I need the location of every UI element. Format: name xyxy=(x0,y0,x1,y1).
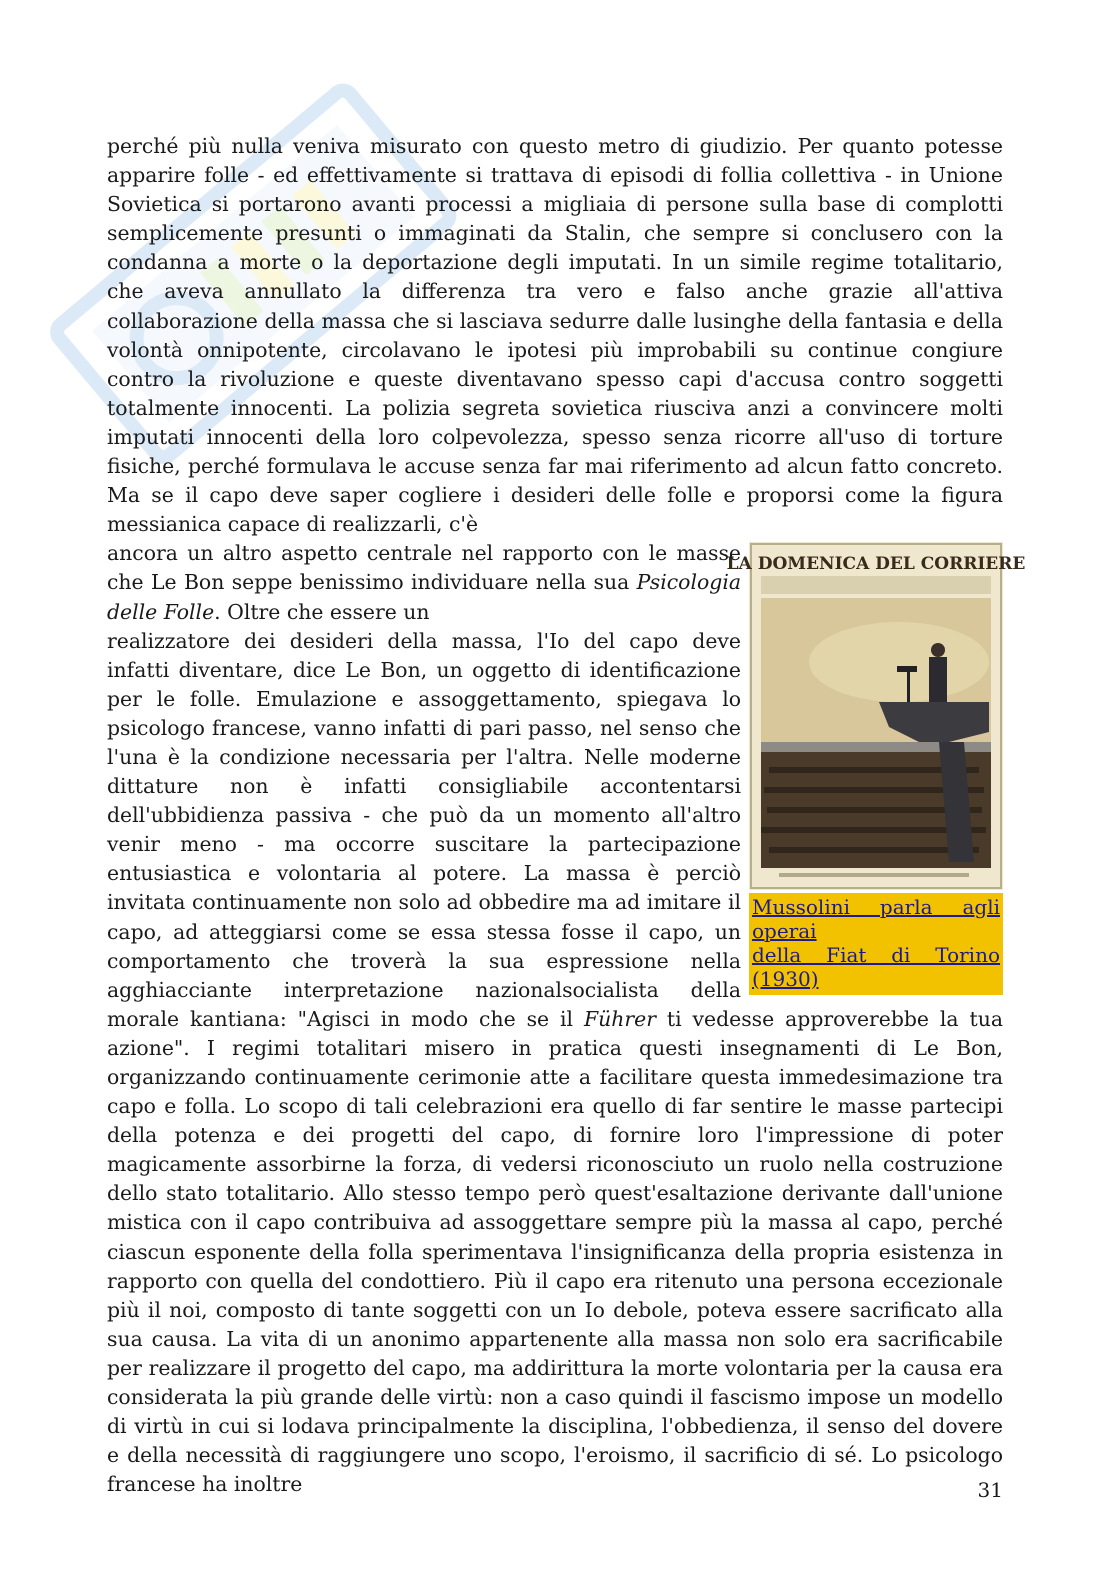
paragraph: perché più nulla veniva misurato con questo metro di giudizio. Per quanto potesse apparire folle - ed effettivamente si trattava di episodi di follia collettiva - in Unione Sovietica si portarono avanti processi a migliaia di persone sulla base di complotti semplicemente presunti o immaginati da Stalin, che sempre si conclusero con la condanna a morte o la deportazione degli imputati. In un simile regime totalitario, che aveva annullato la differenza tra vero e falso anche grazie all'attiva collaborazione della massa che si lasciava sedurre dalle lusinghe della fantasia e della volontà onnipotente, circolavano le ipotesi più improbabili su continue congiure contro la rivoluzione e queste diventavano spesso capi d'accusa contro soggetti totalmente innocenti. La polizia segreta sovietica riusciva anzi a convincere molti imputati innocenti della loro colpevolezza, spesso senza ricorre all'uso di torture fisiche, perché formulava le accuse senza far mai riferimento ad alcun fatto concreto. Ma se il capo deve saper cogliere i desideri delle folle e proporsi come la figura messianica capace di realizzarli, c'è xyxy=(107,134,1003,537)
page-number: 31 xyxy=(977,1478,1003,1502)
figure-caption xyxy=(749,893,1003,995)
newspaper-cover-image xyxy=(726,542,1026,890)
caption-link[interactable]: della Fiat di Torino xyxy=(752,943,1000,968)
figure xyxy=(726,542,1026,995)
body-text xyxy=(107,132,1026,1499)
caption-link[interactable]: operai xyxy=(752,919,817,944)
masthead-text: LA DOMENICA DEL CORRIERE xyxy=(726,554,1026,575)
caption-link[interactable]: Mussolini parla agli xyxy=(752,895,1000,920)
book-title: Psicologia delle Folle xyxy=(107,570,741,624)
paragraph: ancora un altro aspetto centrale nel rapporto con le masse che Le Bon seppe benissimo individuare nella sua Psicologia delle Folle. Oltre che essere un xyxy=(107,541,741,624)
caption-link[interactable]: (1930) xyxy=(752,967,819,992)
paragraph: realizzatore dei desideri della massa, l'Io del capo deve infatti diventare, dice Le Bon, un oggetto di identificazione per le folle. Emulazione e assoggettamento, spiegava lo psicologo francese, vanno infatti di pari passo, nel senso che l'una è la condizione necessaria per l'altra. Nelle moderne dittature non è infatti consigliabile accontentarsi dell'ubbidienza passiva - che può da un momento all'altro venir meno - ma occorre suscitare la partecipazione entusiastica e volontaria al potere. La massa è perciò invitata continuamente non solo ad obbedire ma ad imitare il capo, ad atteggiarsi come se essa stessa fosse il capo, un comportamento che troverà la sua espressione nella agghiacciante interpretazione nazionalsocialista della morale kantiana: "Agisci in modo che se il Führer ti vedesse approverebbe la tua azione". I regimi totalitari misero in pratica questi insegnamenti di Le Bon, organizzando continuamente cerimonie atte a facilitare questa immedesimazione tra capo e folla. Lo scopo di tali celebrazioni era quello di far sentire le masse partecipi della potenza e dei progetti del capo, di fornire loro l'impressione di poter magicamente assorbirne la forza, di vedersi riconosciuto un ruolo nella costruzione dello stato totalitario. Allo stesso tempo però quest'esaltazione derivante dall'unione mistica con il capo contribuiva ad assoggettare sempre più la massa al capo, perché ciascun esponente della folla sperimentava l'insignificanza della propria esistenza in rapporto con quella del condottiero. Più il capo era ritenuto una persona eccezionale più il noi, composto di tante soggetti con un Io debole, poteva essere sacrificato alla sua causa. La vita di un anonimo appartenente alla massa non solo era sacrificabile per realizzare il progetto del capo, ma addirittura la morte volontaria per la causa era considerata la più grande delle virtù: non a caso quindi il fascismo impose un modello di virtù in cui si lodava principalmente la disciplina, l'obbedienza, il senso del dovere e della necessità di raggiungere uno scopo, l'eroismo, il sacrificio di sé. Lo psicologo francese ha inoltre xyxy=(107,628,1003,1497)
emphasis: Führer xyxy=(583,1006,656,1031)
